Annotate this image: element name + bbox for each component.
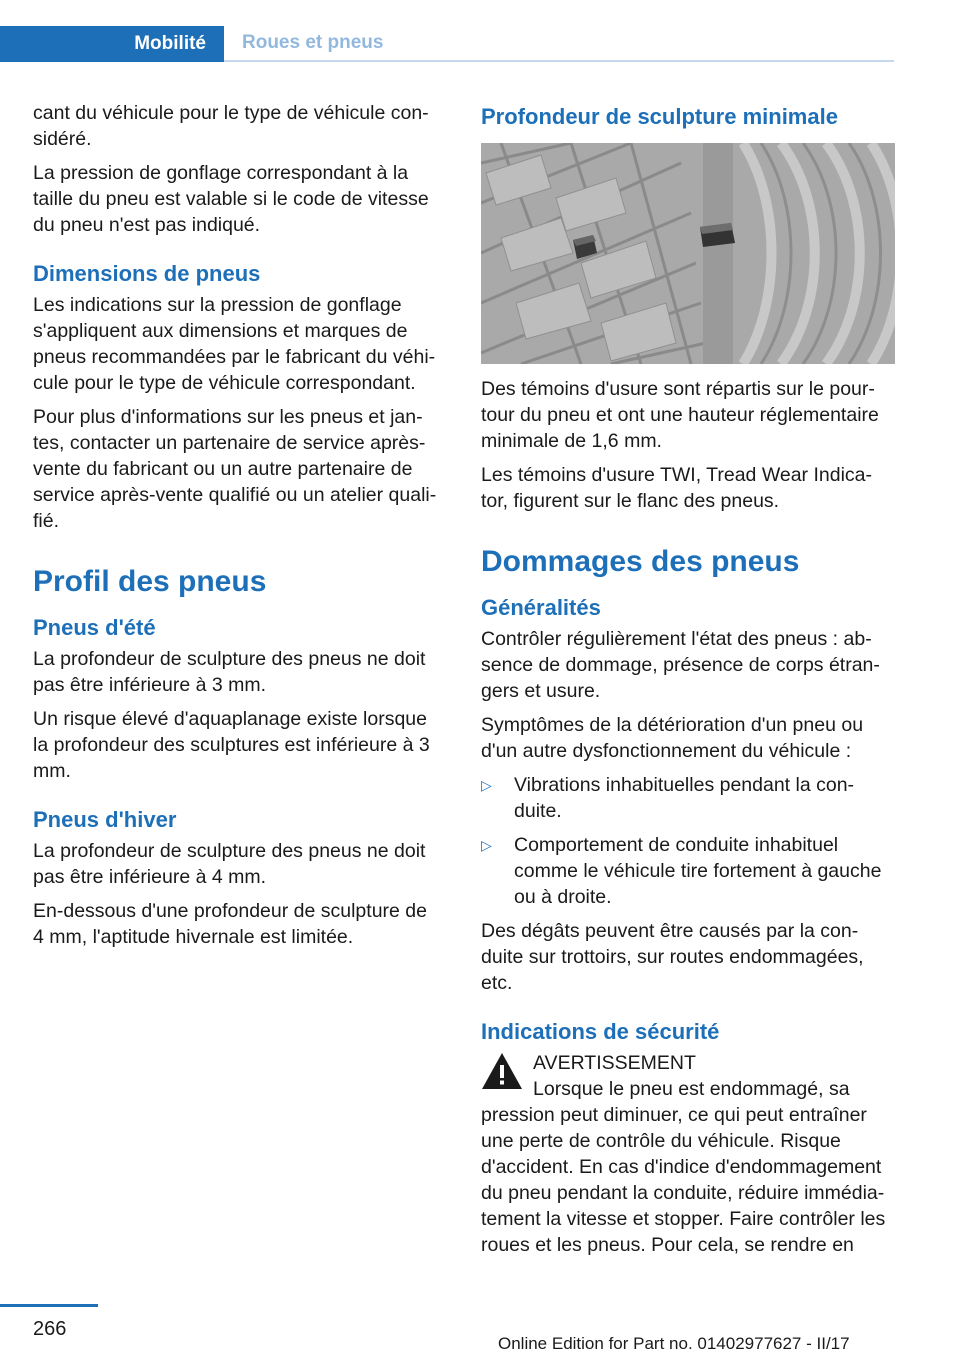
paragraph: Pour plus d'informations sur les pneus et jan-tes, contacter un partenaire de service après-vente du fabricant ou un autre partenaire de service après-vente qualifié ou un atelier quali-fié. [33,406,437,532]
paragraph: Symptômes de la détérioration d'un pneu ou d'un autre dysfonctionnement du véhicule : [481,714,864,762]
footer-rule [0,1304,98,1307]
list-item-text: Vibrations inhabituelles pendant la con-duite. [514,774,855,822]
triangle-right-icon: ▷ [481,837,492,853]
tread-wear-indicator-illustration [481,143,895,364]
paragraph: Des dégâts peuvent être causés par la con-duite sur trottoirs, sur routes endommagées, etc. [481,920,864,994]
left-column [33,100,443,958]
paragraph: La profondeur de sculpture des pneus ne doit pas être inférieure à 4 mm. [33,840,426,888]
subheading-winter-tires: Pneus d'hiver [33,807,177,832]
paragraph: Des témoins d'usure sont répartis sur le pour-tour du pneu et ont une hauteur réglementaire minimale de 1,6 mm. [481,378,879,452]
symptom-list [481,772,895,910]
subheading-summer-tires: Pneus d'été [33,615,156,640]
edition-note: Online Edition for Part no. 01402977627 - II/17 [498,1334,850,1353]
page-number: 266 [33,1318,67,1340]
warning-label: AVERTISSEMENT [533,1052,696,1074]
chapter-tab [224,26,894,62]
paragraph: Les indications sur la pression de gonflage s'appliquent aux dimensions et marques de pneus recommandées par le fabricant du véhi-cule pour le type de véhicule correspondant. [33,294,436,394]
warning-triangle-icon [481,1052,523,1090]
heading-tire-profile: Profil des pneus [33,565,267,598]
paragraph: Les témoins d'usure TWI, Tread Wear Indica-tor, figurent sur le flanc des pneus. [481,464,872,512]
subheading-min-tread-depth: Profondeur de sculpture minimale [481,104,838,129]
triangle-right-icon: ▷ [481,777,492,793]
heading-tire-damage: Dommages des pneus [481,545,800,578]
section-tab [0,26,224,62]
warning-block [481,1050,895,1258]
paragraph: La pression de gonflage correspondant à la taille du pneu est valable si le code de vitesse du pneu n'est pas indiqué. [33,162,429,236]
warning-text: Lorsque le pneu est endommagé, sa pression peut diminuer, ce qui peut entraîner une perte de contrôle du véhicule. Risque d'accident. En cas d'indice d'endommagement du pneu pendant la conduite, réduire immédia-tement la vitesse et stopper. Faire contrôler les roues et les pneus. Pour cela, se rendre en [481,1078,886,1256]
paragraph: Un risque élevé d'aquaplanage existe lorsque la profondeur des sculptures est inférieure à 3 mm. [33,708,430,782]
list-item-text: Comportement de conduite inhabituel comme le véhicule tire fortement à gauche ou à droite. [514,834,882,908]
paragraph: La profondeur de sculpture des pneus ne doit pas être inférieure à 3 mm. [33,648,426,696]
paragraph: Contrôler régulièrement l'état des pneus : ab-sence de dommage, présence de corps étran-gers et usure. [481,628,880,702]
section-tab-label: Mobilité [134,33,206,54]
chapter-tab-label: Roues et pneus [242,32,384,53]
paragraph: cant du véhicule pour le type de véhicule con-sidéré. [33,102,429,150]
subheading-safety: Indications de sécurité [481,1019,720,1044]
subheading-dimensions: Dimensions de pneus [33,261,261,286]
list-item [481,832,895,910]
paragraph: En-dessous d'une profondeur de sculpture de 4 mm, l'aptitude hivernale est limitée. [33,900,427,948]
right-column [481,103,895,1258]
subheading-general: Généralités [481,595,601,620]
list-item [481,772,895,824]
page-header [0,0,960,62]
